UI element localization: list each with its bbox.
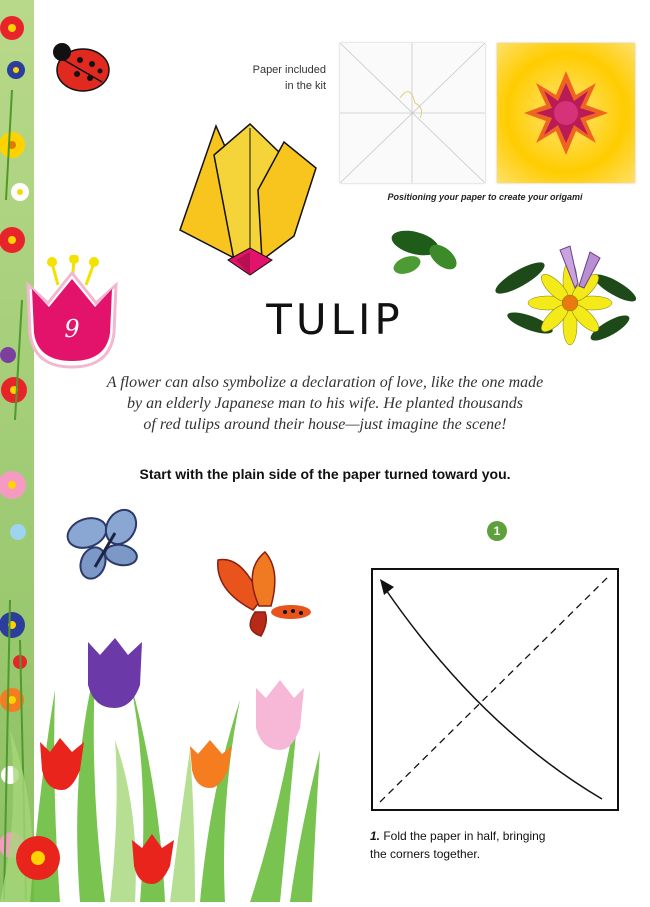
tulip-origami-illustration <box>178 120 320 278</box>
page-title: TULIP <box>266 295 404 344</box>
paper-back-preview <box>340 43 485 183</box>
fold-diagram <box>370 567 620 812</box>
paper-front-preview <box>497 43 635 183</box>
start-instruction: Start with the plain side of the paper turned toward you. <box>139 466 511 482</box>
paper-caption: Positioning your paper to create your origami <box>387 192 583 202</box>
step-caption: 1. Fold the paper in half, bringing the corners together. <box>370 829 546 861</box>
tulip-meadow-illustration <box>0 630 330 902</box>
butterfly-icon <box>213 550 313 640</box>
leaf-icon <box>385 225 465 280</box>
step-number-badge: 1 <box>487 521 507 541</box>
page-number-badge <box>22 255 122 370</box>
ladybug-icon <box>50 38 112 93</box>
page-number: 9 <box>64 315 80 343</box>
flower-butterfly-illustration <box>490 228 640 353</box>
butterfly-icon <box>63 505 148 590</box>
intro-paragraph: A flower can also symbolize a declaration of love, like the one made by an elderly Japanese man to his wife. He planted thousands of red tulips around their house—just imagine the scene! <box>106 374 544 433</box>
flower-icon <box>16 836 60 880</box>
paper-kit-label: Paper included in the kit <box>252 64 326 92</box>
